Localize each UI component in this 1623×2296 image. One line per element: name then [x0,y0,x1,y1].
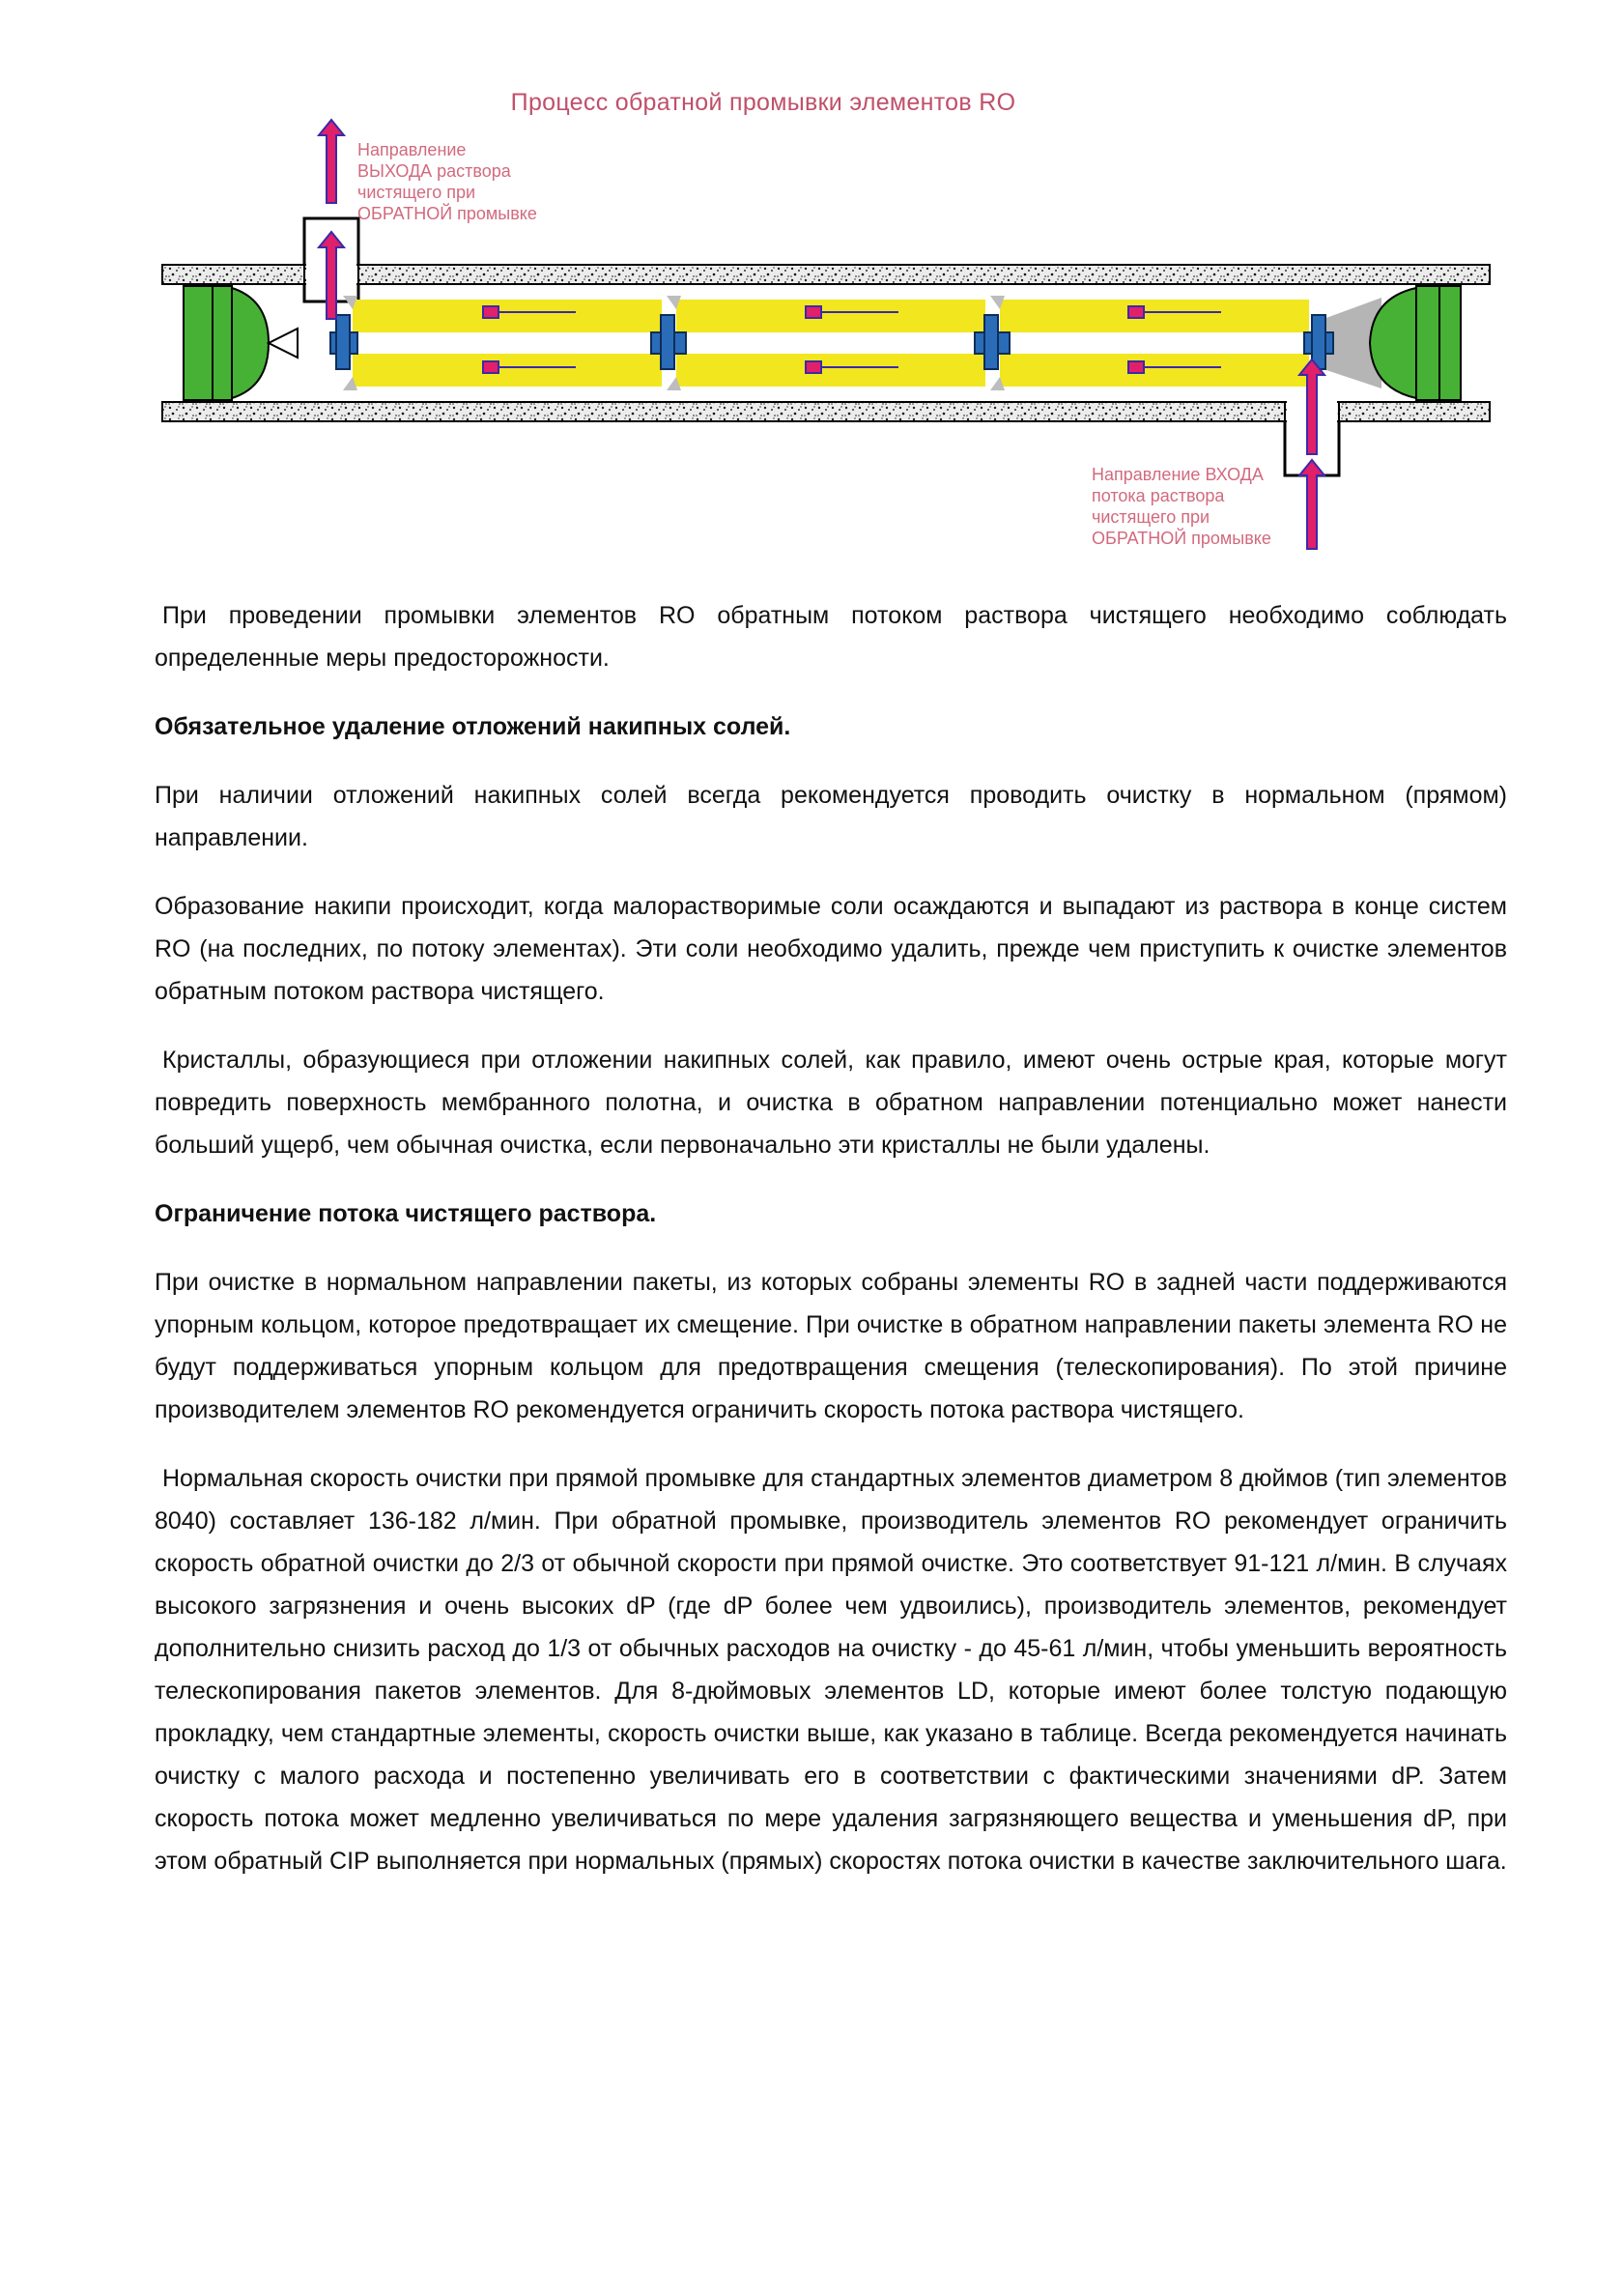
right-end-cap [1324,286,1461,400]
ro-pressure-vessel-diagram [155,116,1497,560]
vessel-top-wall [162,265,1490,284]
paragraph: Нормальная скорость очистки при прямой промывке для стандартных элементов диаметром 8 дюймов (тип элементов 8040) составляет 136-182 л/мин. При обратной промывке, производитель элементов RO рекомендует ограничить скорость обратной очистки до 2/3 от обычной скорости при прямой очистке. Это соответствует 91-121 л/мин. В случаях высокого загрязнения и очень высоких dP (где dP более чем удвоились), производитель элементов, рекомендует дополнительно снизить расход до 1/3 от обычных расходов на очистку - до 45-61 л/мин, чтобы уменьшить вероятность телескопирования пакетов элементов. Для 8-дюймовых элементов LD, которые имеют более толстую подающую прокладку, чем стандартные элементы, скорость очистки выше, как указано в таблице. Всегда рекомендуется начинать очистку с малого расхода и постепенно увеличивать его в соответствии с фактическими значениями dP. Затем скорость потока может медленно увеличиваться по мере удаления загрязняющего вещества и уменьшения dP, при этом обратный CIP выполняется при нормальных (прямых) скоростях потока очистки в качестве заключительного шага. [155,1465,1507,1875]
ro-element-3 [990,296,1309,390]
up-arrow-icon [1299,460,1324,549]
outlet-direction-caption: Направление ВЫХОДА раствора чистящего при ОБРАТНОЙ промывке [357,140,537,223]
paragraph: При проведении промывки элементов RO обратным потоком раствора чистящего необходимо соблюдать определенные меры предосторожности. [155,602,1507,672]
left-end-cap [184,286,298,400]
document-body [155,594,1507,1909]
diagram-title: Процесс обратной промывки элементов RO [510,89,1016,116]
ro-element-2 [667,296,985,390]
section-heading: Ограничение потока чистящего раствора. [155,1200,657,1227]
up-arrow-icon [319,120,344,203]
ro-element-1 [343,296,662,390]
section-heading: Обязательное удаление отложений накипных солей. [155,713,791,740]
paragraph: Образование накипи происходит, когда малорастворимые соли осаждаются и выпадают из раствора в конце систем RO (на последних, по потоку элементах). Эти соли необходимо удалить, прежде чем приступить к очистке элементов обратным потоком раствора чистящего. [155,893,1507,1005]
paragraph: При очистке в нормальном направлении пакеты, из которых собраны элементы RO в задней части поддерживаются упорным кольцом, которое предотвращает их смещение. При очистке в обратном направлении пакеты элемента RO не будут поддерживаться упорным кольцом для предотвращения смещения (телескопирования). По этой причине производителем элементов RO рекомендуется ограничить скорость потока раствора чистящего. [155,1269,1507,1423]
paragraph: При наличии отложений накипных солей всегда рекомендуется проводить очистку в нормальном (прямом) направлении. [155,782,1507,851]
paragraph: Кристаллы, образующиеся при отложении накипных солей, как правило, имеют очень острые края, которые могут повредить поверхность мембранного полотна, и очистка в обратном направлении потенциально может нанести больший ущерб, чем обычная очистка, если первоначально эти кристаллы не были удалены. [155,1047,1507,1159]
inlet-direction-caption: Направление ВХОДА потока раствора чистящего при ОБРАТНОЙ промывке [1092,465,1271,548]
